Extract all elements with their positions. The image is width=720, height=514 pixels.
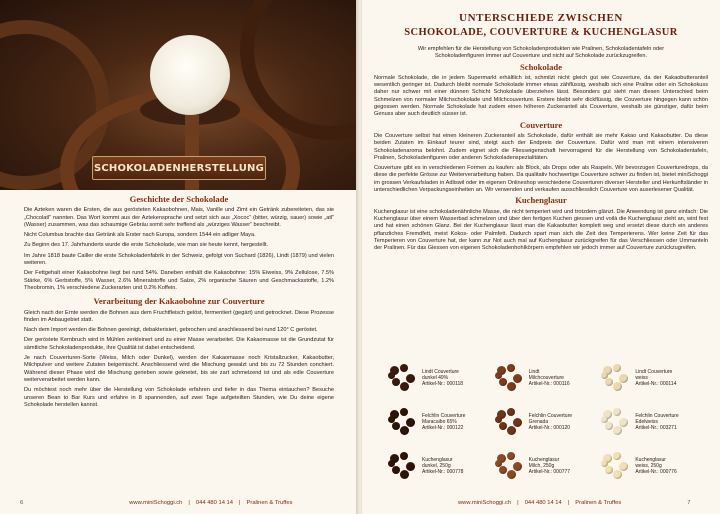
paragraph: Kuchenglasur ist eine schokoladenähnliche Masse, die nicht temperiert wird und trotzdem glänzt. Die Anwendung ist ganz einfach: Die Kuchenglasur über einem Wasserbad schmelzen und über den fertigen Kuchen giessen und voilà die Kuchenglasur zieht an, wird fest und hat einen schönen Glanz. Bei der Kuchenglasur lässt man die Kakaobutter komplett weg und ersetzt diese durch ein anderes pflanzliches Fremdfett, meist Kokos- oder Palmfett. Dadurch spart man sich die Zeit des Temperierens. Wer keine Zeit für das Temperieren von Couverture hat, der kann zur Not auch mal auf Kuchenglasur zurückgreifen für das Verschliessen oder Ummanteln der Pralinen. Für das Giessen von eigenen Schokoladenhohlkörpern empfehlen wir jedoch immer auf Couverture zurückzugreifen.	[374, 208, 708, 252]
product-label	[635, 413, 678, 432]
product-article-number: Artikel-Nr.: 000116	[528, 381, 570, 388]
left-footer	[20, 500, 293, 506]
product-name-line: Lindt Couverture	[635, 368, 673, 375]
banner-title: SCHOKOLADENHERSTELLUNG	[93, 162, 265, 174]
chocolate-drops-icon	[493, 362, 525, 394]
product-label	[635, 369, 676, 388]
section-banner	[92, 156, 266, 180]
product-name-line: Kuchenglasur	[528, 456, 560, 463]
product-label	[635, 457, 676, 476]
left-column	[24, 194, 334, 412]
right-column	[374, 46, 708, 255]
product-name-line: Maracaibo 65%	[422, 418, 457, 425]
product-grid	[386, 360, 706, 484]
product-item[interactable]	[599, 404, 706, 440]
mixer-head-icon	[150, 35, 230, 115]
product-name-line: weiss, 250g	[635, 462, 662, 469]
paragraph: Du möchtest noch mehr über die Herstellung von Schokolade erfahren und tiefer in das Thema eintauchen? Besuche unseren Bean to Bar Kurs und erfahre in 8 spannenden, auf zwei Tage aufgeteilten Stunden, wie Du deine eigene Schokolade herstellen kannst.	[24, 387, 334, 408]
website-link[interactable]: www.miniSchoggi.ch	[129, 500, 183, 506]
chocolate-mixer-photo	[0, 0, 358, 190]
paragraph: Der geröstete Kernbruch wird in Mühlen zerkleinert und zu einer Masse verarbeitet. Die Kakaomasse ist die Grundzutat für sämtliche Schokoladenprodukte, ihre Qualität ist dabei entscheidend.	[24, 337, 334, 351]
product-name-line: Kuchenglasur	[422, 456, 453, 463]
product-name-line: Lindt	[528, 368, 540, 375]
chocolate-drops-icon	[386, 406, 418, 438]
product-article-number: Artikel-Nr.: 000777	[528, 469, 571, 476]
product-label	[529, 413, 572, 432]
page-number: 6	[20, 500, 24, 506]
separator: |	[239, 500, 241, 506]
chocolate-drops-icon	[386, 362, 418, 394]
couverture-heading: Couverture	[519, 119, 563, 130]
product-item[interactable]	[599, 360, 706, 396]
product-name-line: weiss	[635, 374, 648, 381]
phone-number: 044 480 14 14	[195, 500, 233, 506]
product-name-line: Edelweiss	[635, 418, 658, 425]
page-title-line1: UNTERSCHIEDE ZWISCHEN	[459, 12, 623, 24]
intro-text: Wir empfehlen für die Herstellung von Schokoladenprodukten wie Pralinen, Schokoladentafeln oder Schokoladenfiguren immer auf Couverture und nicht auf Schokolade zurückzugreifen.	[417, 46, 665, 60]
product-label	[422, 457, 463, 476]
history-heading: Geschichte der Schokolade	[129, 194, 229, 204]
product-item[interactable]	[493, 448, 600, 484]
separator: |	[567, 500, 570, 506]
schokolade-heading: Schokolade	[519, 61, 563, 72]
phone-number: 044 480 14 14	[524, 500, 562, 506]
website-link[interactable]: www.miniSchoggi.ch	[458, 500, 512, 506]
product-name-line: Milchcouverture	[528, 374, 564, 381]
product-item[interactable]	[386, 404, 493, 440]
product-name-line: Kuchenglasur	[635, 456, 666, 463]
product-name-line: dunkel, 250g	[422, 462, 451, 469]
product-article-number: Artikel-Nr.: 000122	[422, 425, 464, 432]
chocolate-drops-icon	[599, 450, 631, 482]
product-item[interactable]	[386, 448, 493, 484]
chocolate-drops-icon	[493, 406, 525, 438]
product-item[interactable]	[493, 404, 600, 440]
chocolate-drops-icon	[599, 362, 631, 394]
product-name-line: dunkel 49%	[422, 374, 449, 381]
paragraph: Nicht Columbus brachte das Getränk als Erster nach Europa, sondern 1544 ein adliger Maya.	[24, 232, 256, 239]
product-label	[422, 413, 465, 432]
paragraph: Nach dem Import werden die Bohnen gereinigt, debakterisiert, gebrochen und anschliessend bei rund 120° C geröstet.	[24, 327, 318, 334]
footer-tagline: Pralinen & Truffes	[575, 500, 622, 506]
right-footer	[458, 500, 691, 506]
kuchenglasur-heading: Kuchenglasur	[515, 195, 567, 206]
paragraph: Der Fettgehalt einer Kakaobohne liegt bei rund 54%. Daneben enthält die Kakaobohne: 15% Eiweiss, 9% Zellulose, 7.5% Stärke, 6% Gerbstoffe, 5% Wasser, 2.6% Mineralstoffe und Salze, 2% organische Säuren und Geschmacksstoffe, 1.2% Theobromin, 1% verschiedene Zuckerarten und 0.2% Koffein.	[24, 270, 334, 291]
paragraph: Gleich nach der Ernte werden die Bohnen aus dem Fruchtfleisch gelöst, fermentiert (gegärt) und getrocknet. Diese Prozesse finden im Anbaugebiet statt.	[24, 309, 334, 323]
product-item[interactable]	[599, 448, 706, 484]
product-label	[529, 369, 570, 388]
paragraph: Im Jahre 1818 baute Cailler die erste Schokoladenfabrik in der Schweiz, gefolgt von Suchard (1826), Lindt (1879) und vielen weiteren.	[24, 252, 334, 267]
separator: |	[517, 500, 519, 506]
chocolate-drops-icon	[493, 450, 525, 482]
product-name-line: Grenada	[528, 418, 549, 425]
product-label	[422, 369, 463, 388]
product-article-number: Artikel-Nr.: 000776	[635, 469, 677, 476]
paragraph: Je nach Couverturen-Sorte (Weiss, Milch oder Dunkel), werden der Kakaomasse noch Kristallzucker, Kakaobutter, Milchpulver und weitere Zutaten beigemischt. Anschliessend wird die Mischung gewalzt und bis zu 72 Stunden conchiert. Während dieser Phase wird die Mischung gerieben sowie geknetet, bis sie zart schmelzend ist und als edle Couverture weiterverarbeitet werden kann.	[24, 355, 334, 383]
left-page	[0, 0, 358, 514]
paragraph: Normale Schokolade, die in jedem Supermarkt erhältlich ist, schmilzt nicht gleich gut wie Couverture, da der Kakaobutteranteil wesentlich geringer ist. Dadurch bleibt normale Schokolade immer etwas zähflüssig, weshalb sich eine Praline oder ein Schokokuss daher nur schwer mit einer dünnen Schicht Schokolade überziehen lässt. Besonders gut sieht man diesen Unterschied beim Schmelzen von normaler Milchschokolade und Milchcouverture. Erstere bleibt sehr dickflüssig, die Couverture hingegen kann schön gegossen werden. Normale Schokolade hat zudem einen höheren Zuckeranteil als Couverture, weshalb sie günstiger, dafür beim Genuss aber auch deutlich süsser ist.	[374, 74, 708, 118]
product-name-line: Lindt Couverture	[422, 368, 459, 375]
product-article-number: Artikel-Nr.: 003271	[635, 425, 677, 432]
paragraph: Die Couverture selbst hat einen kleineren Zuckeranteil als Schokolade, dafür enthält sie mehr Kakao und Kakaobutter. Da diese beiden Zutaten im Einkauf teurer sind, steigt auch der Endpreis der Couverture. Dafür wird man mit einem intensiveren Schokoladenaroma belohnt. Zudem eignet sich die Fliesseigenschaft hervorragend für die Herstellung von Schokoladentafeln, Pralinen, Schokoladenfiguren oder anderen Schokoladenspezialitäten.	[374, 132, 708, 161]
paragraph: Die Azteken waren die Ersten, die aus gerösteten Kakaobohnen, Mais, Vanille und Zimt ein Getränk zubereiteten, das sie „Chocolatl“ nannten. Das Wort kommt aus der Aztekensprache und setzt sich aus „Xococ“ (bitter, würzig, sauer) sowie „atl“ (Wasser) zusammen, was das schaumige Gebräu somit sehr treffend als „würziges Wasser“ beschreibt.	[24, 207, 334, 228]
chocolate-drops-icon	[599, 406, 631, 438]
chocolate-drops-icon	[386, 450, 418, 482]
product-article-number: Artikel-Nr.: 000114	[635, 381, 677, 388]
separator: |	[188, 500, 190, 506]
product-article-number: Artikel-Nr.: 000778	[422, 469, 464, 476]
product-name-line: Felchlin Couverture	[635, 412, 679, 419]
paragraph: Couverture gibt es in verschiedenen Formen zu kaufen: als Block, als Drops oder als Raspeln. Wir bevorzugen Couverturedrops, da diese die perfekte Grösse zur Weiterverarbeitung haben. Da qualitativ hochwertige Couverture schwer zu finden ist, bietet miniSchoggi im grossen Verkaufsladen in Adliswil oder im eigenen Onlineshop verschiedene Couverturen diverser Hersteller und Herkunftsländer in unterschiedlichen Verpackungseinheiten an. Wir verwenden und verkaufen ausschliesslich Couverture von auserlesener Qualität.	[374, 165, 708, 194]
product-item[interactable]	[386, 360, 493, 396]
product-item[interactable]	[493, 360, 600, 396]
product-name-line: Milch, 250g	[528, 462, 555, 469]
product-article-number: Artikel-Nr.: 000118	[422, 381, 464, 388]
product-name-line: Felchlin Couverture	[528, 412, 573, 419]
product-label	[529, 457, 570, 476]
right-page	[362, 0, 720, 514]
product-name-line: Felchlin Couverture	[422, 412, 466, 419]
page-number: 7	[687, 500, 691, 506]
processing-heading: Verarbeitung der Kakaobohne zur Couverture	[93, 296, 265, 307]
product-article-number: Artikel-Nr.: 000120	[528, 425, 571, 432]
footer-tagline: Pralinen & Truffes	[246, 500, 293, 506]
paragraph: Zu Beginn des 17. Jahrhunderts wurde die erste Schokolade, wie man sie heute kennt, hergestellt.	[24, 242, 269, 249]
page-title-line2: SCHOKOLADE, COUVERTURE & KUCHENGLASUR	[404, 27, 678, 38]
